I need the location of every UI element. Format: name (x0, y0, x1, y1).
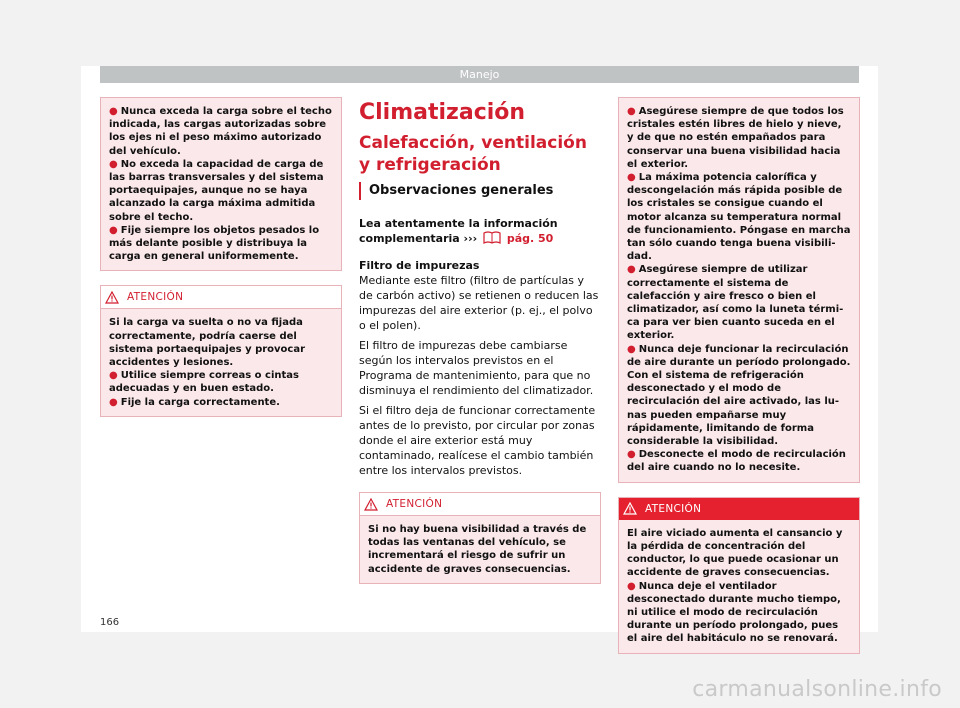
warning-label: ATENCIÓN (386, 498, 443, 510)
body-paragraph: Mediante este filtro (filtro de partículas y de carbón activo) se retienen o reducen las impurezas del aire exterior (p. ej., el polvo o el polen). (359, 274, 599, 332)
middle-column (359, 100, 601, 584)
warning-text: Si la carga va suelta o no va fijada correctamente, podría caerse del sistema portaequipajes y provocar accidentes y lesiones. (109, 317, 306, 369)
section-title: Climatización (359, 100, 526, 125)
warning-label: ATENCIÓN (645, 502, 702, 515)
list-item: ● Fije la carga correctamente. (109, 396, 280, 408)
middle-warning-panel (359, 492, 601, 584)
body-paragraph: Si el filtro deja de funcionar correctamente antes de lo previsto, por circular por zonas donde el aire exterior está muy contaminado, realícese el cambio también entre los intervalos previstos. (359, 404, 596, 477)
book-reference-icon[interactable] (483, 231, 501, 244)
warning-header (619, 498, 859, 520)
body-paragraph: El filtro de impurezas debe cambiarse según los intervalos previstos en el Programa de mantenimiento, para que no disminuya el rendimiento del climatizador. (359, 339, 594, 397)
bullet-dot-icon: ● (627, 264, 636, 276)
right-warning-continuation-panel (618, 97, 860, 483)
warning-triangle-icon (105, 291, 119, 304)
bullet-dot-icon: ● (109, 106, 118, 117)
list-item: ● La máxima potencia calorífica y descongelación más rápida posible de los cristales se consigue cuando el motor alcanza su temperatura normal de funcionamiento. Póngase en marcha tan sólo cuando tenga buena visibilidad. (627, 172, 851, 263)
left-warning-panel (100, 285, 342, 416)
warning-text: El aire viciado aumenta el cansancio y la pérdida de concentración del conductor, lo que puede ocasionar un accidente de graves consecuencias. (627, 527, 843, 579)
header-bar (100, 66, 859, 83)
bullet-dot-icon: ● (627, 449, 636, 461)
list-item: ● No exceda la capacidad de carga de las barras transversales y del sistema portaequipajes, aunque no se haya alcanzado la carga máxima admitida sobre el techo. (109, 158, 324, 223)
section-subsubtitle: Observaciones generales (359, 182, 601, 200)
list-item: ● Nunca deje el ventilador desconectado durante mucho tiempo, ni utilice el modo de recirculación durante un período prolongado, pues el aire del habitáculo no se renovará. (627, 580, 841, 645)
page-number: 166 (100, 617, 120, 628)
warning-text: Si no hay buena visibilidad a través de todas las ventanas del vehículo, se incrementará el riesgo de sufrir un accidente de graves consecuencias. (368, 524, 587, 575)
warning-header (101, 286, 341, 309)
warning-header (360, 493, 600, 516)
warning-triangle-icon (364, 498, 378, 511)
page-reference-link[interactable]: pág. 50 (506, 232, 554, 245)
list-item: ● Desconecte el modo de recirculación del aire cuando no lo necesite. (627, 449, 846, 474)
bullet-dot-icon: ● (627, 172, 636, 184)
left-column (100, 97, 342, 417)
right-warning-panel (618, 497, 860, 654)
list-item: ● Fije siempre los objetos pesados lo más delante posible y distribuya la carga en general uniformemente. (109, 224, 320, 263)
warning-label: ATENCIÓN (127, 291, 184, 304)
bullet-dot-icon: ● (627, 106, 636, 117)
section-subtitle: Calefacción, ventilación y refrigeración (359, 133, 587, 175)
bullet-dot-icon: ● (627, 343, 636, 355)
left-warning-continuation-panel (100, 97, 342, 271)
bullet-dot-icon: ● (109, 158, 118, 170)
bullet-dot-icon: ● (627, 580, 636, 592)
list-item: ● Nunca deje funcionar la recirculación de aire durante un período prolongado. Con el sistema de refrigeración desconectado y el modo de recirculación del aire activado, las lunas pueden empañarse muy rápidamente, limitando de forma considerable la visibilidad. (627, 343, 851, 448)
header-title: Manejo (459, 68, 500, 81)
bullet-dot-icon: ● (109, 370, 118, 382)
lead-paragraph: Lea atentamente la información complementaria ››› pág. 50 (359, 217, 558, 245)
bullet-dot-icon: ● (109, 224, 118, 236)
watermark: carmanualsonline.info (692, 677, 942, 702)
list-item: ● Nunca exceda la carga sobre el techo indicada, las cargas autorizadas sobre los ejes ni el peso máximo autorizado del vehículo. (109, 106, 332, 157)
filter-heading: Filtro de impurezas (359, 259, 480, 272)
list-item: ● Asegúrese siempre de que todos los cristales estén libres de hielo y nieve, y de que no estén empañados para conservar una buena visibilidad hacia el exterior. (627, 106, 844, 170)
list-item: ● Asegúrese siempre de utilizar correctamente el sistema de calefacción y aire fresco o bien el climatizador, así como la luneta térmica para ver bien cuanto suceda en el exterior. (627, 264, 844, 342)
warning-triangle-icon (623, 502, 637, 515)
right-column (618, 97, 860, 654)
list-item: ● Utilice siempre correas o cintas adecuadas y en buen estado. (109, 370, 299, 395)
bullet-dot-icon: ● (109, 396, 118, 408)
